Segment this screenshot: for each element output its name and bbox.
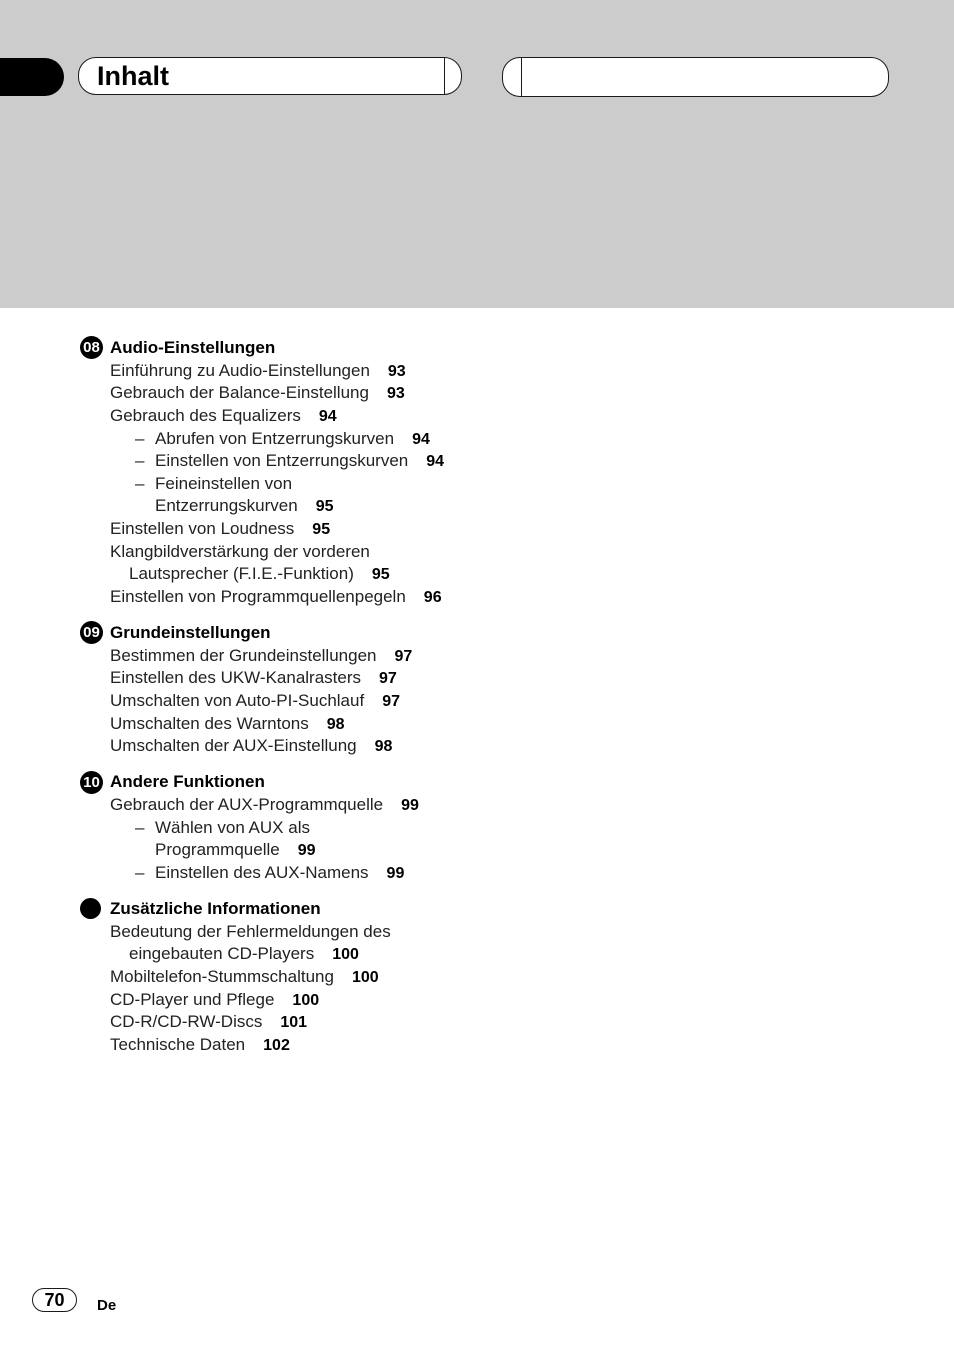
toc-entry[interactable]: Klangbildverstärkung der vorderen xyxy=(110,542,370,561)
toc-subentry-continuation[interactable]: Entzerrungskurven 95 xyxy=(155,496,334,515)
section-dot-badge xyxy=(80,898,101,919)
toc-entry[interactable]: Technische Daten 102 xyxy=(110,1035,290,1054)
toc-subentry-continuation[interactable]: Programmquelle 99 xyxy=(155,840,316,859)
toc-subentry[interactable]: Wählen von AUX als xyxy=(155,818,310,837)
dash-bullet: – xyxy=(135,863,145,882)
page-title: Inhalt xyxy=(97,61,169,91)
toc-entry[interactable]: Umschalten der AUX-Einstellung 98 xyxy=(110,736,393,755)
section-tab-marker xyxy=(0,58,64,96)
section-title[interactable]: Grundeinstellungen xyxy=(110,623,271,642)
dash-bullet: – xyxy=(135,429,145,448)
page-ref: 94 xyxy=(412,431,430,448)
toc-subentry[interactable]: Abrufen von Entzerrungskurven 94 xyxy=(155,429,430,448)
page-ref: 94 xyxy=(426,453,445,470)
page-number: 70 xyxy=(32,1288,77,1312)
toc-subentry[interactable]: Einstellen des AUX-Namens 99 xyxy=(155,863,405,882)
section-number-badge: 09 xyxy=(80,621,103,644)
toc-subentry[interactable]: Feineinstellen von xyxy=(155,474,293,493)
page-ref: 100 xyxy=(332,946,359,963)
toc-entry[interactable]: Einstellen von Programmquellenpegeln 96 xyxy=(110,587,442,606)
page-ref: 97 xyxy=(394,648,413,665)
title-divider xyxy=(444,58,445,94)
page-ref: 100 xyxy=(292,992,320,1009)
page-ref: 95 xyxy=(312,521,331,538)
toc-entry[interactable]: Einstellen des UKW-Kanalrasters 97 xyxy=(110,668,397,687)
toc-entry[interactable]: Einführung zu Audio-Einstellungen 93 xyxy=(110,361,406,380)
page-ref: 93 xyxy=(387,363,406,380)
toc-entry[interactable]: CD-Player und Pflege 100 xyxy=(110,990,320,1009)
section-number-badge: 08 xyxy=(80,336,103,359)
blank-box-divider xyxy=(521,58,522,96)
page-ref: 100 xyxy=(351,969,379,986)
toc-entry[interactable]: Gebrauch der Balance-Einstellung 93 xyxy=(110,383,405,402)
page-ref: 99 xyxy=(401,797,419,814)
toc-entry-continuation[interactable]: Lautsprecher (F.I.E.-Funktion) 95 xyxy=(129,564,390,583)
toc-entry[interactable]: Gebrauch des Equalizers 94 xyxy=(110,406,337,425)
toc-entry-continuation[interactable]: eingebauten CD-Players 100 xyxy=(129,944,359,963)
toc-entry[interactable]: Mobiltelefon-Stummschaltung 100 xyxy=(110,967,379,986)
page-ref: 96 xyxy=(423,589,442,606)
page-ref: 97 xyxy=(382,693,400,710)
page-ref: 99 xyxy=(297,842,316,859)
section-title[interactable]: Audio-Einstellungen xyxy=(110,338,276,357)
blank-title-box xyxy=(502,57,889,97)
page-ref: 99 xyxy=(386,865,405,882)
dash-bullet: – xyxy=(135,818,145,837)
toc-entry[interactable]: Bestimmen der Grundeinstellungen 97 xyxy=(110,646,413,665)
section-title[interactable]: Andere Funktionen xyxy=(110,772,265,791)
page-ref: 101 xyxy=(280,1014,308,1031)
page-ref: 97 xyxy=(379,670,397,687)
page-ref: 95 xyxy=(315,498,334,515)
toc-subentry[interactable]: Einstellen von Entzerrungskurven 94 xyxy=(155,451,445,470)
page-ref: 93 xyxy=(386,385,405,402)
title-box xyxy=(78,57,462,95)
page-ref: 95 xyxy=(371,566,390,583)
page-ref: 98 xyxy=(374,738,393,755)
toc-entry[interactable]: Bedeutung der Fehlermeldungen des xyxy=(110,922,391,941)
toc-entry[interactable]: Umschalten von Auto-PI-Suchlauf 97 xyxy=(110,691,400,710)
page-ref: 98 xyxy=(326,716,345,733)
page-ref: 94 xyxy=(318,408,337,425)
language-code: De xyxy=(97,1297,117,1314)
dash-bullet: – xyxy=(135,474,145,493)
toc-entry[interactable]: Gebrauch der AUX-Programmquelle 99 xyxy=(110,795,419,814)
header-band xyxy=(0,0,954,308)
toc-entry[interactable]: Einstellen von Loudness 95 xyxy=(110,519,331,538)
toc-entry[interactable]: CD-R/CD-RW-Discs 101 xyxy=(110,1012,308,1031)
dash-bullet: – xyxy=(135,451,145,470)
page-ref: 102 xyxy=(263,1037,290,1054)
toc-entry[interactable]: Umschalten des Warntons 98 xyxy=(110,714,345,733)
section-title[interactable]: Zusätzliche Informationen xyxy=(110,899,321,918)
section-number-badge: 10 xyxy=(80,771,103,794)
